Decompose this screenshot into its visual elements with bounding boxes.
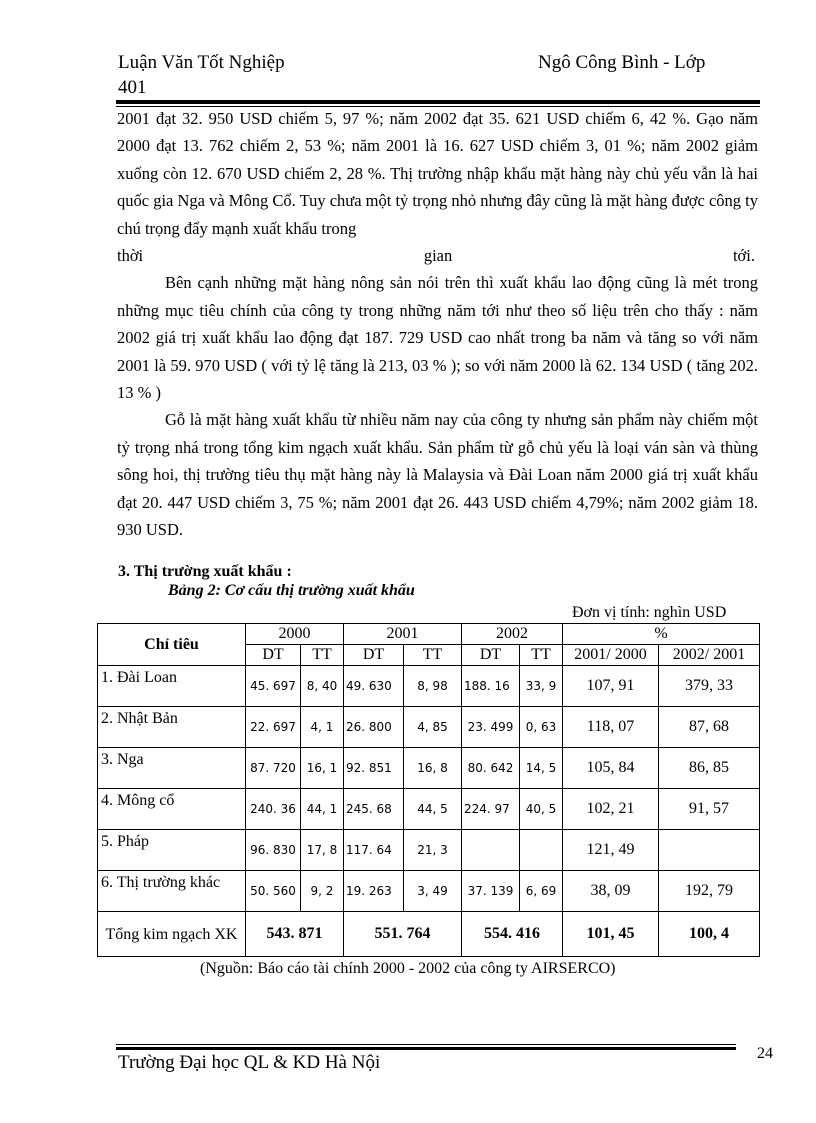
unit-note: Đơn vị tính: nghìn USD bbox=[572, 604, 727, 621]
header-title-line2: 401 bbox=[118, 77, 147, 98]
paragraph-2: Bên cạnh những mặt hàng nông sản nói trên thì xuất khẩu lao động cũng là mét trong những mục tiêu chính của công ty trong những năm tới như theo số liệu trên cho thấy : năm 2002 giá trị xuất khẩu lao động đạt 187. 729 USD cao nhất trong ba năm và tăng so với năm 2001 là 59. 970 USD ( với tỷ lệ tăng là 213, 03 % ); so với năm 2000 là 62. 134 USD ( tăng 202. 13 % ) bbox=[117, 273, 758, 403]
year-2001: 2001 bbox=[344, 624, 462, 645]
table-row: 5. Pháp 96. 830 17, 8 117. 64 21, 3 121, 49 bbox=[98, 830, 760, 871]
year-2002: 2002 bbox=[462, 624, 563, 645]
table-row: 2. Nhật Bản 22. 697 4, 1 26. 800 4, 85 23. 499 0, 63 118, 07 87, 68 bbox=[98, 707, 760, 748]
export-market-table bbox=[97, 623, 760, 957]
header-author: Ngô Công Bình - Lớp bbox=[538, 52, 706, 73]
page-number: 24 bbox=[757, 1045, 773, 1062]
paragraph-3: Gỗ là mặt hàng xuất khẩu từ nhiều năm nay của công ty nhưng sản phẩm này chiếm một tỷ trọng nhá trong tổng kim ngạch xuất khẩu. Sản phẩm từ gỗ chủ yếu là loại ván sàn và thùng sông hoi, thị trường tiêu thụ mặt hàng này là Malaysia và Đài Loan năm 2000 giá trị xuất khẩu đạt 20. 447 USD chiếm 3, 75 %; năm 2001 đạt 26. 443 USD chiếm 4,79%; năm 2002 giảm 18. 930 USD. bbox=[117, 410, 758, 540]
header-title bbox=[118, 50, 285, 100]
col-label: Chỉ tiêu bbox=[98, 624, 246, 666]
paragraph-1-end: thời gian tới. bbox=[117, 246, 755, 266]
body-text bbox=[117, 105, 758, 544]
table-subheader-row: DT TT DT TT DT TT 2001/ 2000 2002/ 2001 bbox=[98, 645, 760, 666]
table-header-row bbox=[98, 624, 760, 645]
source-note: (Nguồn: Báo cáo tài chính 2000 - 2002 của công ty AIRSERCO) bbox=[200, 960, 616, 977]
section-title: 3. Thị trường xuất khẩu : bbox=[118, 563, 292, 580]
table-caption: Bảng 2: Cơ cấu thị trường xuất khẩu bbox=[168, 582, 415, 599]
table-total-row: Tổng kim ngạch XK 543. 871 551. 764 554. 416 101, 45 100, 4 bbox=[98, 912, 760, 957]
footer-rule-thick bbox=[116, 1047, 736, 1050]
table-row: 1. Đài Loan 45. 697 8, 40 49. 630 8, 98 188. 16 33, 9 107, 91 379, 33 bbox=[98, 666, 760, 707]
footer-rule bbox=[116, 1044, 736, 1045]
table-row: 6. Thị trường khác 50. 560 9, 2 19. 263 3, 49 37. 139 6, 69 38, 09 192, 79 bbox=[98, 871, 760, 912]
pct-header: % bbox=[563, 624, 760, 645]
year-2000: 2000 bbox=[246, 624, 344, 645]
footer-school: Trường Đại học QL & KD Hà Nội bbox=[118, 1052, 381, 1073]
header-rule bbox=[116, 100, 760, 104]
header-title-line1: Luận Văn Tốt Nghiệp bbox=[118, 52, 285, 73]
table-row: 4. Mông cổ 240. 36 44, 1 245. 68 44, 5 224. 97 40, 5 102, 21 91, 57 bbox=[98, 789, 760, 830]
table-row: 3. Nga 87. 720 16, 1 92. 851 16, 8 80. 642 14, 5 105, 84 86, 85 bbox=[98, 748, 760, 789]
paragraph-1: 2001 đạt 32. 950 USD chiếm 5, 97 %; năm 2002 đạt 35. 621 USD chiếm 6, 42 %. Gạo năm 2000 đạt 13. 762 chiếm 2, 53 %; năm 2001 là 16. 627 USD chiếm 3, 01 %; năm 2002 giảm xuống còn 12. 670 USD chiếm 2, 28 %. Thị trường nhập khẩu mặt hàng này chủ yếu vẫn là hai quốc gia Nga và Mông Cổ. Tuy chưa một tỷ trọng nhỏ nhưng đây cũng là mặt hàng được công ty chú trọng đẩy mạnh xuất khẩu trong bbox=[117, 109, 758, 238]
